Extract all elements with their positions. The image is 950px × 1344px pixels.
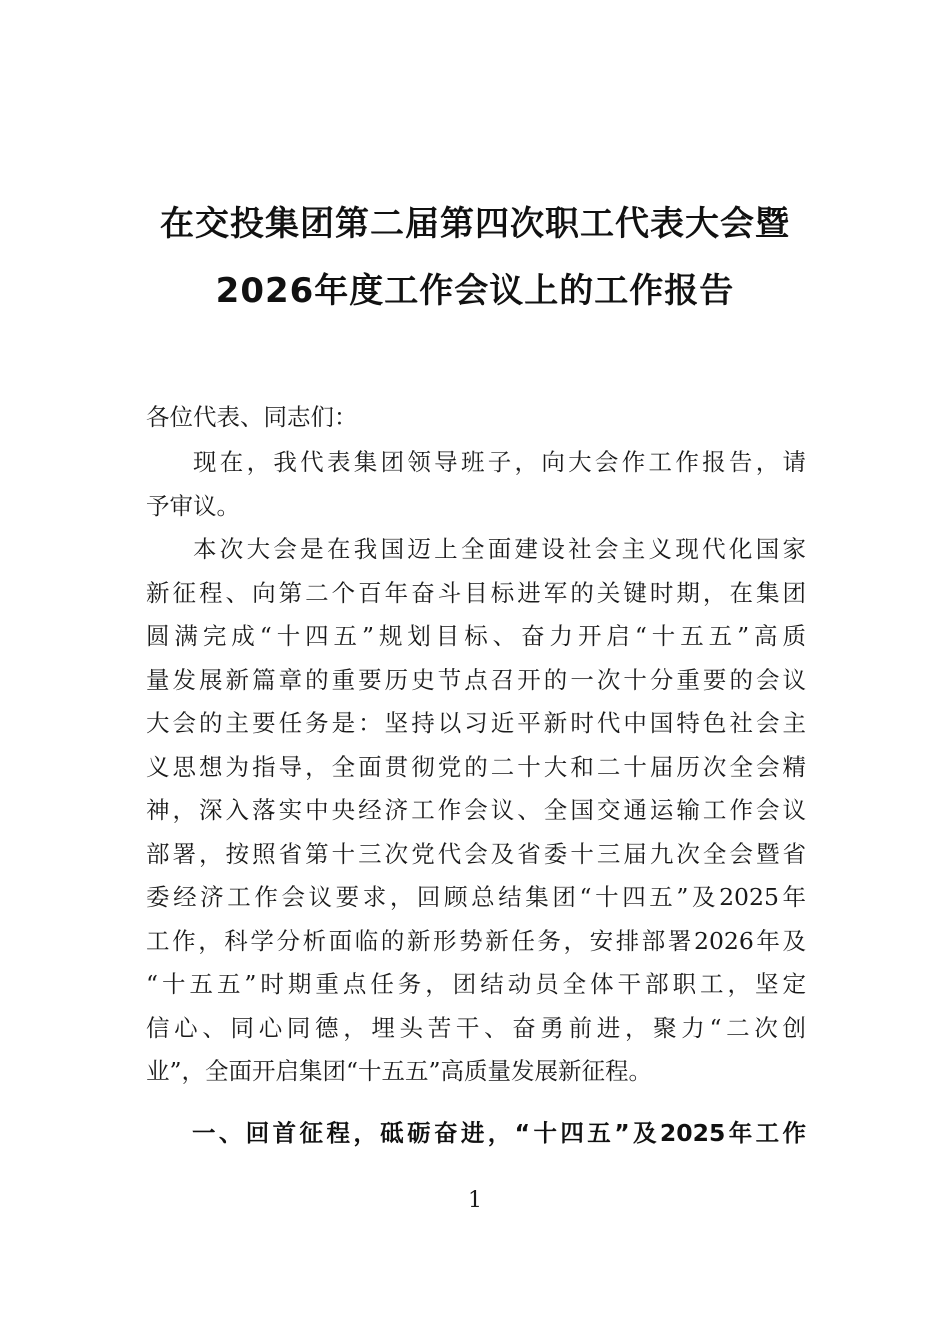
greeting (146, 396, 806, 440)
greeting-text: 各位代表、同志们： (146, 403, 358, 431)
section-heading-1: 一、回首征程，砥砺奋进，“十四五”及2025年工作 (192, 1119, 806, 1147)
paragraph-2-line: 圆满完成“十四五”规划目标、奋力开启“十五五”高质 (146, 622, 806, 650)
page-number: 1 (468, 1188, 482, 1213)
paragraph-2-line: 信心、同心同德，埋头苦干、奋勇前进，聚力“二次创 (146, 1013, 806, 1042)
paragraph-2-line: 部署，按照省第十三次党代会及省委十三届九次全会暨省 (146, 839, 806, 868)
paragraph-1-line: 予审议。 (146, 491, 240, 520)
paragraph-2-line: 量发展新篇章的重要历史节点召开的一次十分重要的会议 (146, 665, 806, 694)
paragraph-2 (146, 528, 806, 1094)
paragraph-1-line: 现在，我代表集团领导班子，向大会作工作报告，请 (193, 448, 806, 476)
paragraph-2-line: 大会的主要任务是：坚持以习近平新时代中国特色社会主 (146, 709, 806, 737)
paragraph-2-line: “十五五”时期重点任务，团结动员全体干部职工，坚定 (146, 970, 806, 998)
paragraph-1 (146, 441, 806, 528)
paragraph-2-line: 业”，全面开启集团“十五五”高质量发展新征程。 (146, 1057, 653, 1085)
document-title-line-1: 在交投集团第二届第四次职工代表大会暨 (160, 204, 790, 244)
paragraph-2-line: 神，深入落实中央经济工作会议、全国交通运输工作会议 (146, 796, 806, 824)
paragraph-2-line: 工作，科学分析面临的新形势新任务，安排部署2026年及 (146, 926, 806, 955)
paragraph-2-line: 义思想为指导，全面贯彻党的二十大和二十届历次全会精 (146, 752, 806, 781)
paragraph-2-line: 委经济工作会议要求，回顾总结集团“十四五”及2025年 (146, 883, 806, 911)
paragraph-2-line: 新征程、向第二个百年奋斗目标进军的关键时期，在集团 (146, 578, 806, 607)
paragraph-2-line: 本次大会是在我国迈上全面建设社会主义现代化国家 (193, 535, 806, 563)
document-title-line-2: 2026年度工作会议上的工作报告 (215, 271, 735, 311)
